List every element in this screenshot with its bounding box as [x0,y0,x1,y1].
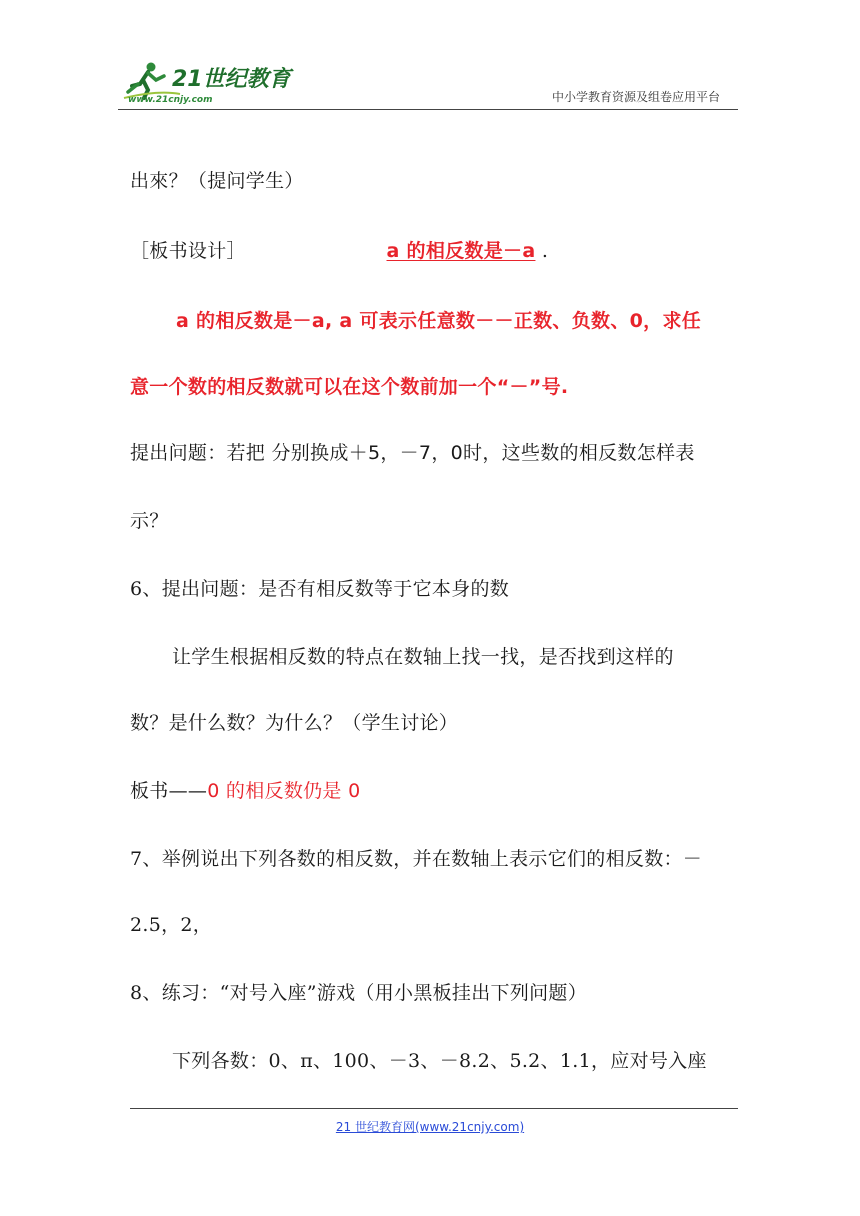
paragraph-line-1: 出來？（提问学生） [130,170,304,192]
question-line-2: 示？ [130,510,169,532]
question-prefix: 提出问题：若把 分别换成 [130,442,349,464]
item-7-line-2: 2.5，2， [130,914,213,936]
board-note-line [130,776,360,803]
definition-line-1: a 的相反数是－a, a 可表示任意数－－正数、负数、0，求任 [176,310,702,332]
item-6-heading: 6、提出问题：是否有相反数等于它本身的数 [130,578,510,600]
logo-wordmark: 21世纪教育 [172,67,291,92]
question-numbers: ＋5，－7，0 [348,442,464,464]
footer-rule [130,1108,738,1109]
item-8-heading: 8、练习：“对号入座”游戏（用小黑板挂出下列问题） [130,982,588,1004]
footer-link[interactable]: 21 世纪教育网(www.21cnjy.com) [335,1120,525,1134]
question-line-1 [130,438,695,465]
item-8-line-1: 下列各数：0、π、100、－3、－8.2、5.2、1.1，应对号入座 [172,1050,707,1072]
board-design-formula: a 的相反数是－a [386,240,536,262]
board-design-label: ［板书设计］ [130,240,246,262]
item-6-line-2: 数？是什么数？为什么？（学生讨论） [130,712,459,734]
board-design-line [130,236,548,263]
question-suffix: 时，这些数的相反数怎样表 [463,442,695,464]
item-7-line-1: 7、举例说出下列各数的相反数，并在数轴上表示它们的相反数：－ [130,848,703,870]
board-note-red: 0 的相反数仍是 0 [207,780,361,802]
definition-line-2: 意一个数的相反数就可以在这个数前加一个“－”号. [130,376,569,398]
item-6-line-1: 让学生根据相反数的特点在数轴上找一找，是否找到这样的 [172,646,674,668]
board-note-label: 板书—— [130,780,208,802]
board-design-period: . [541,240,549,262]
site-tagline: 中小学教育资源及组卷应用平台 [551,90,720,104]
logo-url: www.21cnjy.com [128,95,213,104]
